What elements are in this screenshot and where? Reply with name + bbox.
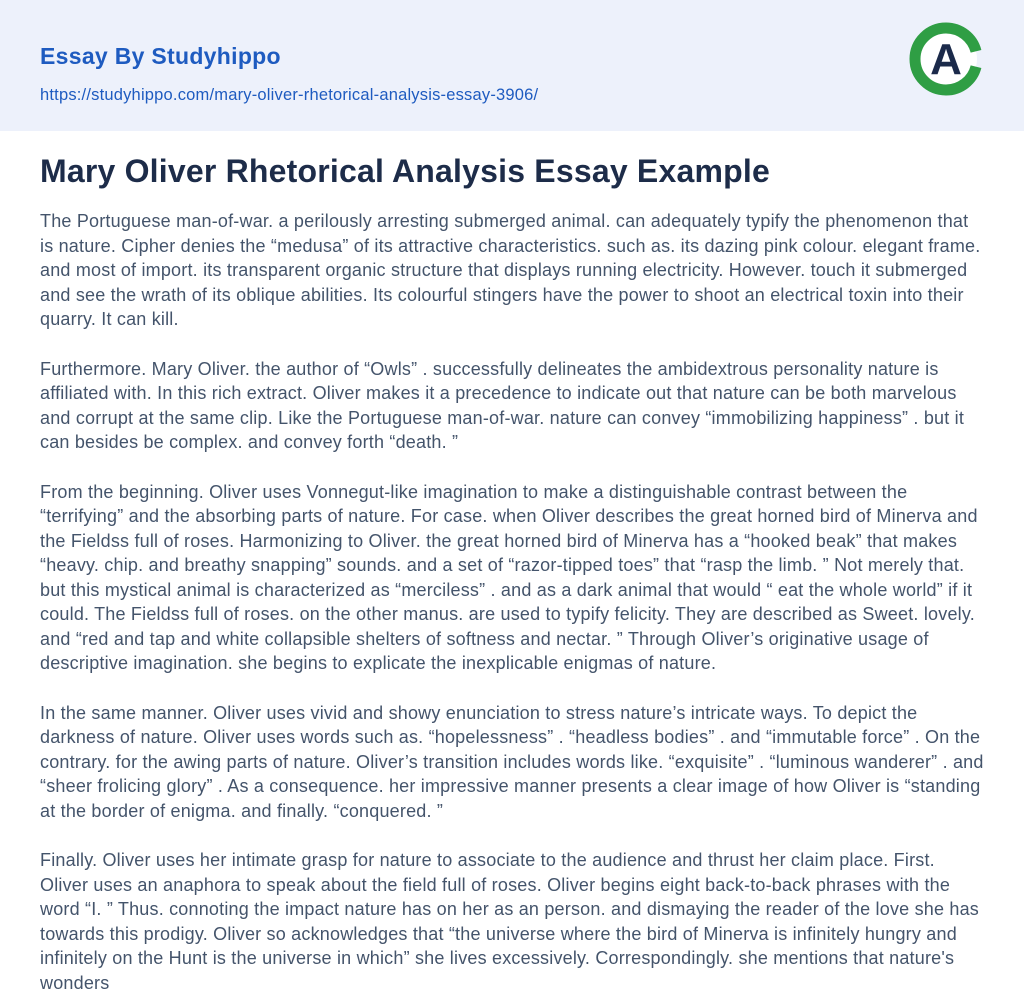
page-header: [0, 0, 1024, 131]
essay-paragraph-3: From the beginning. Oliver uses Vonnegut-like imagination to make a distinguishable contrast between the “terrifying” and the absorbing parts of nature. For case. when Oliver describes the great horned bird of Minerva and the Fieldss full of roses. Harmonizing to Oliver. the great horned bird of Minerva has a “hooked beak” that makes “heavy. chip. and breathy snapping” sounds. and a set of “razor-tipped toes” that “rasp the limb. ” Not merely that. but this mystical animal is characterized as “merciless” . and as a dark animal that would “ eat the whole world” if it could. The Fieldss full of roses. on the other manus. are used to typify felicity. They are described as Sweet. lovely. and “red and tap and white collapsible shelters of softness and nectar. ” Through Oliver’s originative usage of descriptive imagination. she begins to explicate the inexplicable enigmas of nature.: [40, 481, 978, 673]
logo-letter: A: [930, 35, 962, 84]
essay-paragraph-2: Furthermore. Mary Oliver. the author of “Owls” . successfully delineates the ambidextrous personality nature is affiliated with. In this rich extract. Oliver makes it a precedence to indicate out that nature can be both marvelous and corrupt at the same clip. Like the Portuguese man-of-war. nature can convey “immobilizing happiness” . but it can besides be complex. and convey forth “death. ”: [40, 358, 965, 452]
essay-paragraph-1: The Portuguese man-of-war. a perilously arresting submerged animal. can adequately typify the phenomenon that is nature. Cipher denies the “medusa” of its attractive characteristics. such as. its dazing pink colour. elegant frame. and most of import. its transparent organic structure that displays running electricity. However. touch it submerged and see the wrath of its oblique abilities. Its colourful stingers have the power to shoot an electrical toxin into their quarry. It can kill.: [40, 211, 981, 329]
studyhippo-logo-icon: [908, 21, 984, 97]
essay-title: Mary Oliver Rhetorical Analysis Essay Example: [40, 153, 770, 189]
essay-content: [0, 131, 1024, 993]
brand-title: Essay By Studyhippo: [40, 43, 281, 69]
essay-paragraph-5: Finally. Oliver uses her intimate grasp for nature to associate to the audience and thrust her claim place. First. Oliver uses an anaphora to speak about the field full of roses. Oliver begins eight back-to-back phrases with the word “I. ” Thus. connoting the impact nature has on her as an person. and dismaying the reader of the love she has towards this prodigy. Oliver so acknowledges that “the universe where the bird of Minerva is infinitely hungry and infinitely on the Hunt is the universe in which” she lives excessively. Correspondingly. she mentions that nature's wonders: [40, 850, 980, 993]
essay-paragraph-4: In the same manner. Oliver uses vivid and showy enunciation to stress nature’s intricate ways. To depict the darkness of nature. Oliver uses words such as. “hopelessness” . “headless bodies” . and “immutable force” . On the contrary. for the awing parts of nature. Oliver’s transition includes words like. “exquisite” . “luminous wanderer” . and “sheer frolicing glory” . As a consequence. her impressive manner presents a clear image of how Oliver is “standing at the border of enigma. and finally. “conquered. ”: [40, 702, 984, 821]
header-text-block: [40, 43, 984, 105]
source-url-link[interactable]: https://studyhippo.com/mary-oliver-rhetorical-analysis-essay-3906/: [40, 86, 539, 104]
